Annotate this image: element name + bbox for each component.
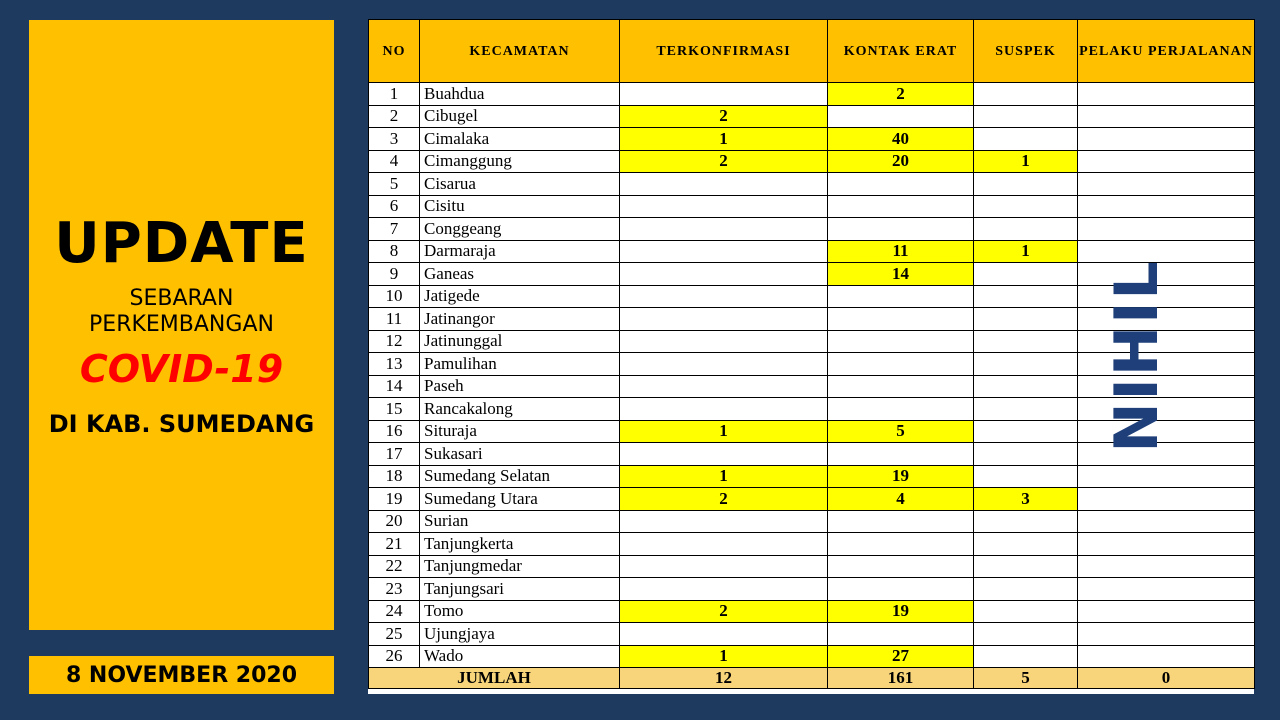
kontak-erat-value: 40 — [828, 128, 974, 151]
kontak-erat-value — [828, 195, 974, 218]
terkonfirmasi-value — [620, 510, 828, 533]
terkonfirmasi-value — [620, 623, 828, 646]
terkonfirmasi-value — [620, 555, 828, 578]
pelaku-perjalanan-value — [1078, 533, 1255, 556]
table-row — [369, 600, 1255, 623]
kecamatan-name: Tanjungkerta — [420, 533, 620, 556]
pelaku-perjalanan-value — [1078, 173, 1255, 196]
kecamatan-name: Cisarua — [420, 173, 620, 196]
terkonfirmasi-value — [620, 443, 828, 466]
suspek-value — [974, 173, 1078, 196]
pelaku-perjalanan-value — [1078, 555, 1255, 578]
pelaku-perjalanan-value — [1078, 218, 1255, 241]
table-row — [369, 83, 1255, 106]
total-pelaku-perjalanan: 0 — [1078, 668, 1255, 689]
row-number: 1 — [369, 83, 420, 106]
kecamatan-name: Conggeang — [420, 218, 620, 241]
kecamatan-name: Situraja — [420, 420, 620, 443]
terkonfirmasi-value: 1 — [620, 645, 828, 668]
kontak-erat-value — [828, 285, 974, 308]
row-number: 25 — [369, 623, 420, 646]
row-number: 11 — [369, 308, 420, 331]
suspek-value — [974, 353, 1078, 376]
row-number: 6 — [369, 195, 420, 218]
kontak-erat-value — [828, 330, 974, 353]
header-kontak-erat: KONTAK ERAT — [828, 20, 974, 83]
title-panel — [29, 20, 334, 630]
table-row — [369, 173, 1255, 196]
kecamatan-name: Surian — [420, 510, 620, 533]
table-row — [369, 128, 1255, 151]
suspek-value — [974, 578, 1078, 601]
kontak-erat-value — [828, 308, 974, 331]
pelaku-perjalanan-value — [1078, 645, 1255, 668]
kecamatan-name: Ujungjaya — [420, 623, 620, 646]
row-number: 5 — [369, 173, 420, 196]
header-pelaku-perjalanan: PELAKU PERJALANAN — [1078, 20, 1255, 83]
kontak-erat-value: 20 — [828, 150, 974, 173]
terkonfirmasi-value — [620, 240, 828, 263]
suspek-value — [974, 443, 1078, 466]
pelaku-perjalanan-value — [1078, 510, 1255, 533]
kecamatan-name: Cimalaka — [420, 128, 620, 151]
terkonfirmasi-value — [620, 195, 828, 218]
table-row — [369, 195, 1255, 218]
covid-heading: COVID-19 — [79, 347, 284, 391]
terkonfirmasi-value — [620, 308, 828, 331]
kecamatan-name: Buahdua — [420, 83, 620, 106]
table-row — [369, 150, 1255, 173]
kontak-erat-value — [828, 173, 974, 196]
terkonfirmasi-value: 2 — [620, 105, 828, 128]
row-number: 16 — [369, 420, 420, 443]
region-heading: DI KAB. SUMEDANG — [48, 410, 315, 438]
kontak-erat-value — [828, 555, 974, 578]
kontak-erat-value: 4 — [828, 488, 974, 511]
kecamatan-name: Jatinunggal — [420, 330, 620, 353]
row-number: 21 — [369, 533, 420, 556]
terkonfirmasi-value — [620, 533, 828, 556]
pelaku-perjalanan-value — [1078, 600, 1255, 623]
pelaku-perjalanan-value — [1078, 195, 1255, 218]
row-number: 9 — [369, 263, 420, 286]
kontak-erat-value: 27 — [828, 645, 974, 668]
suspek-value — [974, 195, 1078, 218]
row-number: 17 — [369, 443, 420, 466]
table-row — [369, 510, 1255, 533]
kontak-erat-value: 19 — [828, 465, 974, 488]
table-row — [369, 623, 1255, 646]
header-kecamatan: KECAMATAN — [420, 20, 620, 83]
kontak-erat-value — [828, 533, 974, 556]
date-badge: 8 NOVEMBER 2020 — [29, 656, 334, 694]
kontak-erat-value: 14 — [828, 263, 974, 286]
row-number: 12 — [369, 330, 420, 353]
table-row — [369, 645, 1255, 668]
suspek-value — [974, 285, 1078, 308]
suspek-value: 3 — [974, 488, 1078, 511]
kontak-erat-value: 19 — [828, 600, 974, 623]
pelaku-perjalanan-value — [1078, 83, 1255, 106]
kecamatan-name: Cisitu — [420, 195, 620, 218]
table-row — [369, 555, 1255, 578]
terkonfirmasi-value — [620, 263, 828, 286]
kecamatan-name: Cibugel — [420, 105, 620, 128]
suspek-value — [974, 600, 1078, 623]
kecamatan-name: Sumedang Selatan — [420, 465, 620, 488]
row-number: 26 — [369, 645, 420, 668]
kontak-erat-value — [828, 510, 974, 533]
total-terkonfirmasi: 12 — [620, 668, 828, 689]
row-number: 22 — [369, 555, 420, 578]
table-row — [369, 105, 1255, 128]
pelaku-perjalanan-value — [1078, 623, 1255, 646]
total-suspek: 5 — [974, 668, 1078, 689]
terkonfirmasi-value: 2 — [620, 488, 828, 511]
kecamatan-name: Tanjungsari — [420, 578, 620, 601]
kontak-erat-value — [828, 105, 974, 128]
row-number: 7 — [369, 218, 420, 241]
kontak-erat-value: 2 — [828, 83, 974, 106]
nihil-label: NIHIL — [1102, 259, 1172, 453]
row-number: 4 — [369, 150, 420, 173]
terkonfirmasi-value: 1 — [620, 420, 828, 443]
suspek-value — [974, 645, 1078, 668]
row-number: 20 — [369, 510, 420, 533]
kontak-erat-value — [828, 623, 974, 646]
kecamatan-name: Sukasari — [420, 443, 620, 466]
suspek-value — [974, 465, 1078, 488]
kontak-erat-value — [828, 578, 974, 601]
kontak-erat-value: 5 — [828, 420, 974, 443]
terkonfirmasi-value — [620, 330, 828, 353]
suspek-value — [974, 308, 1078, 331]
kecamatan-name: Tomo — [420, 600, 620, 623]
suspek-value — [974, 510, 1078, 533]
suspek-value — [974, 105, 1078, 128]
suspek-value — [974, 623, 1078, 646]
terkonfirmasi-value — [620, 83, 828, 106]
row-number: 19 — [369, 488, 420, 511]
subtitle-perkembangan: PERKEMBANGAN — [89, 312, 274, 337]
kecamatan-name: Wado — [420, 645, 620, 668]
kecamatan-name: Darmaraja — [420, 240, 620, 263]
terkonfirmasi-value: 2 — [620, 600, 828, 623]
table-row — [369, 578, 1255, 601]
pelaku-perjalanan-value — [1078, 488, 1255, 511]
row-number: 24 — [369, 600, 420, 623]
terkonfirmasi-value — [620, 173, 828, 196]
terkonfirmasi-value — [620, 285, 828, 308]
terkonfirmasi-value — [620, 375, 828, 398]
terkonfirmasi-value — [620, 218, 828, 241]
terkonfirmasi-value — [620, 578, 828, 601]
kecamatan-name: Jatinangor — [420, 308, 620, 331]
kontak-erat-value — [828, 398, 974, 421]
pelaku-perjalanan-value — [1078, 150, 1255, 173]
suspek-value — [974, 263, 1078, 286]
suspek-value — [974, 420, 1078, 443]
pelaku-perjalanan-value — [1078, 465, 1255, 488]
row-number: 18 — [369, 465, 420, 488]
table-row — [369, 218, 1255, 241]
table-row — [369, 465, 1255, 488]
suspek-value — [974, 555, 1078, 578]
row-number: 3 — [369, 128, 420, 151]
row-number: 10 — [369, 285, 420, 308]
pelaku-perjalanan-value — [1078, 105, 1255, 128]
suspek-value: 1 — [974, 150, 1078, 173]
header-terkonfirmasi: TERKONFIRMASI — [620, 20, 828, 83]
terkonfirmasi-value: 2 — [620, 150, 828, 173]
kontak-erat-value: 11 — [828, 240, 974, 263]
update-heading: UPDATE — [54, 211, 309, 276]
suspek-value — [974, 398, 1078, 421]
terkonfirmasi-value: 1 — [620, 465, 828, 488]
suspek-value — [974, 330, 1078, 353]
kecamatan-name: Paseh — [420, 375, 620, 398]
header-suspek: SUSPEK — [974, 20, 1078, 83]
pelaku-perjalanan-value — [1078, 578, 1255, 601]
kecamatan-name: Jatigede — [420, 285, 620, 308]
table-row — [369, 488, 1255, 511]
row-number: 13 — [369, 353, 420, 376]
kontak-erat-value — [828, 353, 974, 376]
suspek-value — [974, 375, 1078, 398]
row-number: 2 — [369, 105, 420, 128]
terkonfirmasi-value — [620, 398, 828, 421]
table-row — [369, 533, 1255, 556]
row-number: 23 — [369, 578, 420, 601]
pelaku-perjalanan-value — [1078, 128, 1255, 151]
kecamatan-name: Sumedang Utara — [420, 488, 620, 511]
subtitle-sebaran: SEBARAN — [129, 286, 234, 311]
kecamatan-name: Ganeas — [420, 263, 620, 286]
suspek-value — [974, 533, 1078, 556]
total-row — [369, 668, 1255, 689]
suspek-value — [974, 128, 1078, 151]
suspek-value — [974, 218, 1078, 241]
suspek-value — [974, 83, 1078, 106]
row-number: 15 — [369, 398, 420, 421]
kontak-erat-value — [828, 375, 974, 398]
table-header-row — [369, 20, 1255, 83]
suspek-value: 1 — [974, 240, 1078, 263]
kecamatan-name: Rancakalong — [420, 398, 620, 421]
kecamatan-name: Pamulihan — [420, 353, 620, 376]
row-number: 8 — [369, 240, 420, 263]
kontak-erat-value — [828, 218, 974, 241]
total-label: JUMLAH — [369, 668, 620, 689]
row-number: 14 — [369, 375, 420, 398]
kontak-erat-value — [828, 443, 974, 466]
kecamatan-name: Tanjungmedar — [420, 555, 620, 578]
terkonfirmasi-value: 1 — [620, 128, 828, 151]
terkonfirmasi-value — [620, 353, 828, 376]
kecamatan-name: Cimanggung — [420, 150, 620, 173]
header-no: NO — [369, 20, 420, 83]
total-kontak-erat: 161 — [828, 668, 974, 689]
